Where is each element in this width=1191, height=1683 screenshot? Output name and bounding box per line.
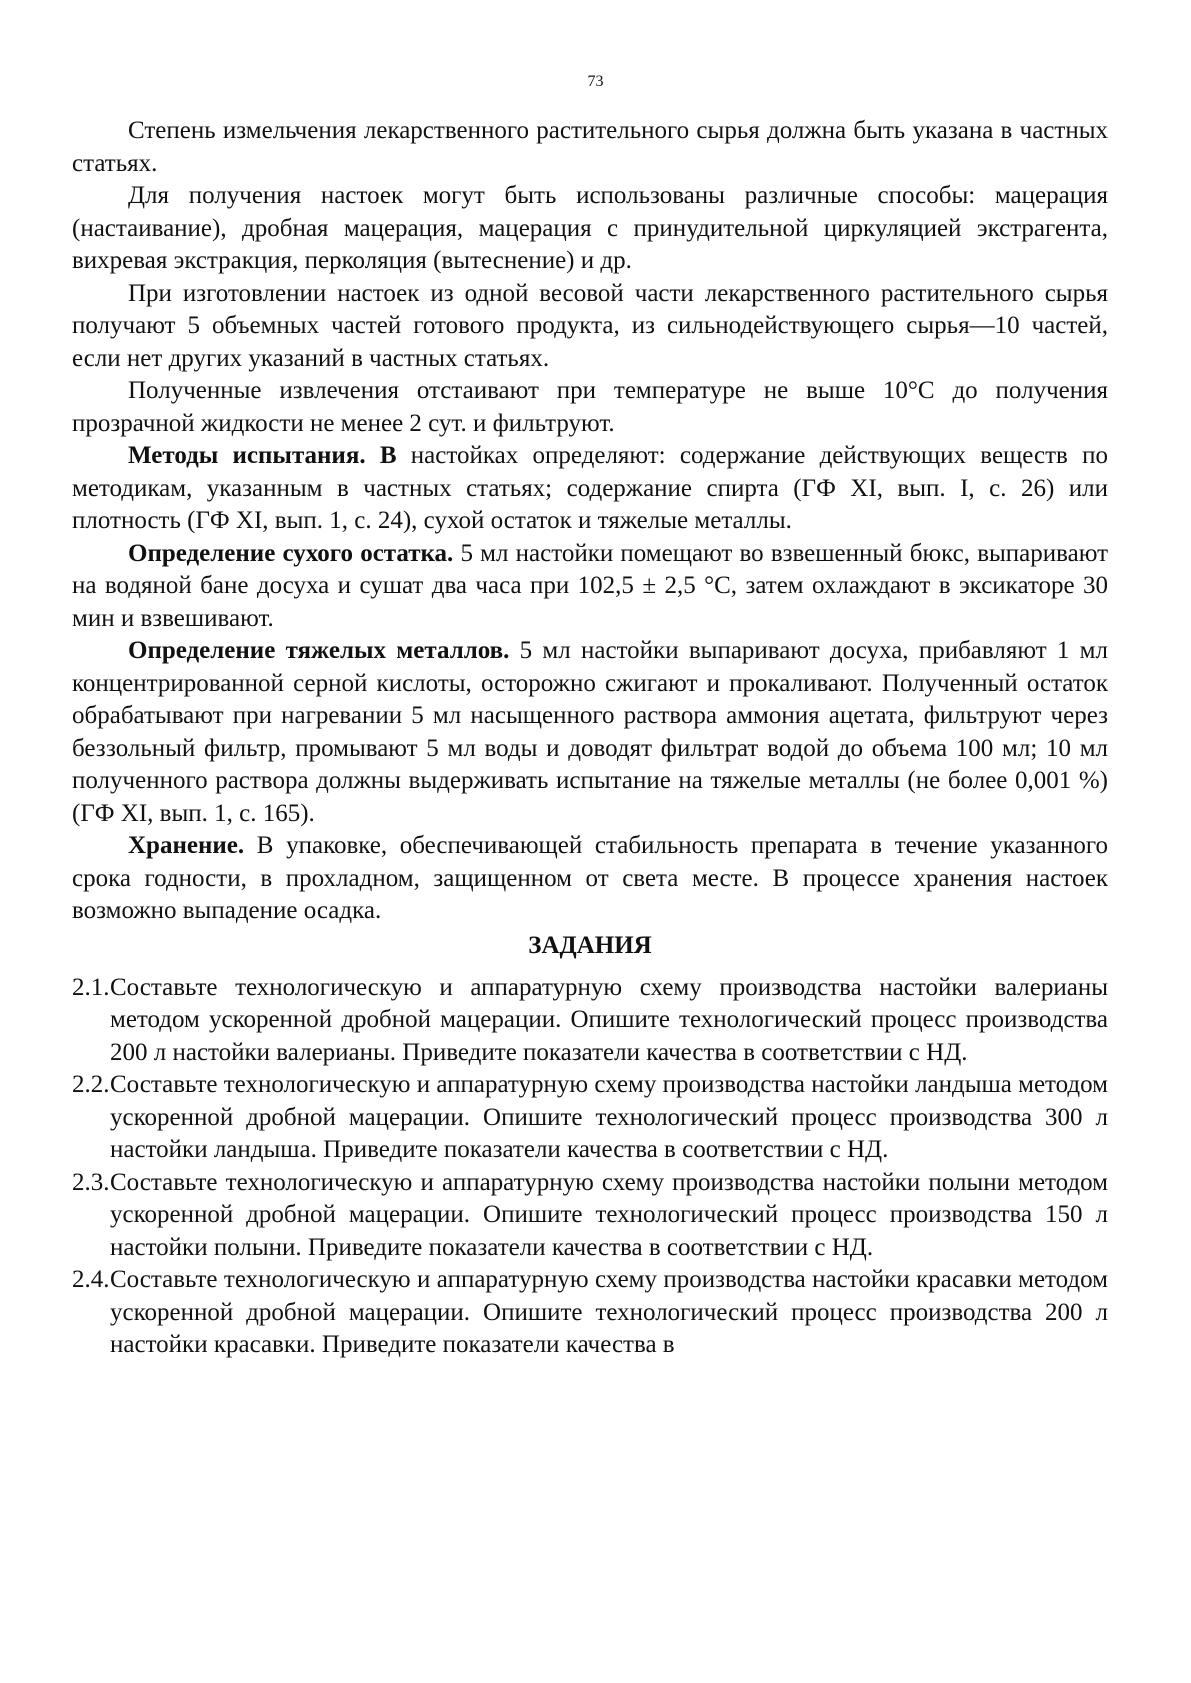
tasks-heading: ЗАДАНИЯ (528, 931, 652, 959)
paragraph-grinding-degree: Степень измельчения лекарственного растительного сырья должна быть указана в частных статьях. (72, 117, 1108, 177)
paragraph-dry-residue: Определение сухого остатка. 5 мл настойки помещают во взвешенный бюкс, выпаривают на водяной бане досуха и сушат два часа при 102,5 ± 2,5 °С, затем охлаждают в эксикаторе 30 мин и взвешивают. (72, 539, 1108, 632)
task-item (72, 1167, 1108, 1265)
task-text: Составьте технологическую и аппаратурную схему производства настойки красавки методом ускоренной дробной мацерации. Опишите технологический процесс производства 200 л настойки красавки. Приведите показатели качества в (110, 1266, 1108, 1358)
section-label-heavy-metals: Определение тяжелых металлов. (128, 637, 510, 664)
task-text: Составьте технологическую и аппаратурную схему производства настойки валерианы методом ускоренной дробной мацерации. Опишите технологический процесс производства 200 л настойки валерианы. Приведите показатели качества в соответствии с НД. (110, 973, 1108, 1066)
paragraph-heavy-metals: Определение тяжелых металлов. 5 мл настойки выпаривают досуха, прибавляют 1 мл концентрированной серной кислоты, осторожно сжигают и прокаливают. Полученный остаток обрабатывают при нагревании 5 мл насыщенного раствора аммония ацетата, фильтруют через беззольный фильтр, промывают 5 мл воды и доводят фильтрат водой до объема 100 мл; 10 мл полученного раствора должны выдерживать испытание на тяжелые металлы (не более 0,001 %) (ГФ XI, вып. 1, с. 165). (72, 637, 1108, 827)
paragraph-storage: Хранение. В упаковке, обеспечивающей стабильность препарата в течение указанного срока годности, в прохладном, защищенном от света месте. В процессе хранения настоек возможно выпадение осадка. (72, 832, 1108, 924)
section-label-storage: Хранение. (128, 832, 245, 859)
body-text (72, 115, 1108, 1362)
paragraph-methods-of-obtaining: Для получения настоек могут быть использованы различные способы: мацерация (настаивание), дробная мацерация, мацерация с принудительной циркуляцией экстрагента, вихревая экстракция, перколяция (вытеснение) и др. (72, 182, 1108, 274)
task-number: 2.3. (72, 1168, 110, 1196)
section-label-test-methods: Методы испытания. В (128, 442, 397, 469)
task-number: 2.4. (72, 1266, 110, 1293)
task-number: 2.2. (72, 1071, 110, 1098)
task-number: 2.1. (72, 973, 110, 1001)
section-label-dry-residue: Определение сухого остатка. (128, 539, 454, 567)
task-item (72, 1264, 1108, 1362)
page-number: 73 (587, 73, 604, 90)
paragraph-ratio: При изготовлении настоек из одной весовой части лекарственного растительного сырья получают 5 объемных частей готового продукта, из сильнодействующего сырья—10 частей, если нет других указаний в частных статьях. (72, 279, 1108, 372)
task-text: Составьте технологическую и аппаратурную схему производства настойки ландыша методом ускоренной дробной мацерации. Опишите технологический процесс производства 300 л настойки ландыша. Приведите показатели качества в соответствии с НД. (110, 1071, 1108, 1163)
paragraph-settling: Полученные извлечения отстаивают при температуре не выше 10°С до получения прозрачной жидкости не менее 2 сут. и фильтруют. (72, 377, 1108, 437)
task-item (72, 972, 1108, 1070)
task-text: Составьте технологическую и аппаратурную схему производства настойки полыни методом ускоренной дробной мацерации. Опишите технологический процесс производства 150 л настойки полыни. Приведите показатели качества в соответствии с НД. (110, 1168, 1108, 1261)
paragraph-test-methods: Методы испытания. В настойках определяют: содержание действующих веществ по методикам, указанным в частных статьях; содержание спирта (ГФ XI, вып. I, с. 26) или плотность (ГФ XI, вып. 1, с. 24), сухой остаток и тяжелые металлы. (72, 442, 1108, 534)
task-item (72, 1069, 1108, 1167)
